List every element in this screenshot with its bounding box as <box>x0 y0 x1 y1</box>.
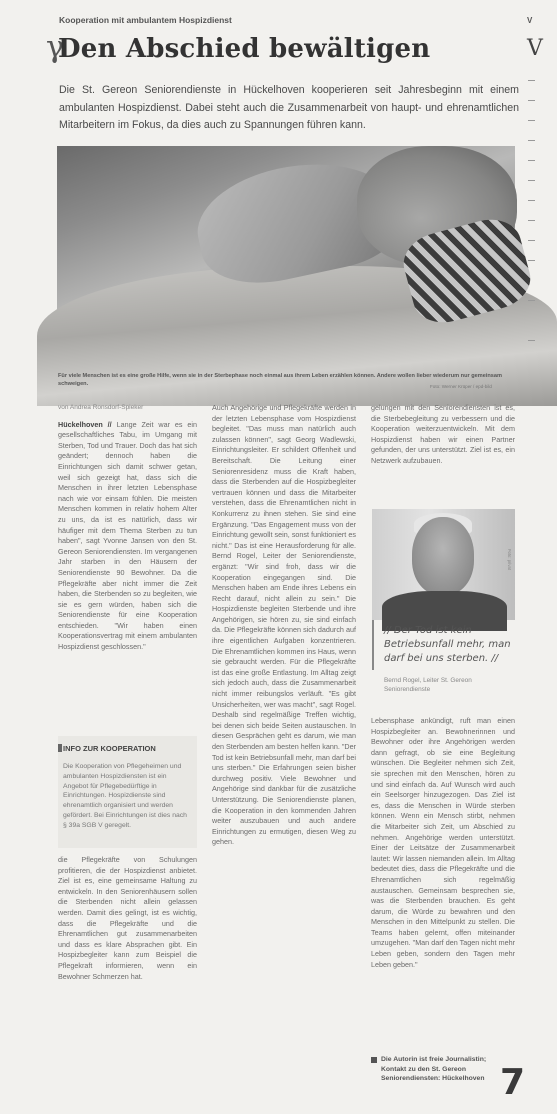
info-box <box>58 736 197 848</box>
author-note-text: Die Autorin ist freie Journalistin; Kontakt zu den St. Gereon Seniorendiensten: Hückelhoven <box>381 1056 487 1082</box>
next-article-text-line <box>528 340 535 341</box>
pull-quote: // Der Tod ist kein Betriebsunfall mehr, man darf bei uns sterben. // <box>384 625 511 664</box>
next-article-text-line <box>528 120 535 121</box>
author-note <box>371 1055 511 1084</box>
article-column-1 <box>58 403 197 723</box>
info-box-title: INFO ZUR KOOPERATION <box>63 744 156 753</box>
next-article-text-line <box>528 240 535 241</box>
photo-caption: Für viele Menschen ist es eine große Hilfe, wenn sie in der Sterbephase noch einmal aus ihrem Leben erzählen können. Andere wollen lieber wiederum nur gemeinsam schweigen. <box>58 373 502 387</box>
next-article-text-line <box>528 160 535 161</box>
info-box-text: Die Kooperation von Pflegeheimen und ambulanten Hospizdiensten ist ein Angebot für Pflegebedürftige in Einrichtungen. Hospizdienste sind ehrenamtlich organisiert und werden gefördert. Bei Einrichtungen ist dies nach § 39a SGB V geregelt. <box>63 763 187 829</box>
article-byline: von Andrea Ronsdorf-Spieker <box>58 404 144 411</box>
next-article-text-line <box>528 180 535 181</box>
next-article-text-line <box>528 80 535 81</box>
pull-quote-bar <box>372 620 374 670</box>
next-article-text-line <box>528 300 535 301</box>
pull-quote-author: Bernd Rogel, Leiter St. Gereon Seniorendienste <box>384 677 472 693</box>
next-article-headline: V <box>527 36 543 61</box>
next-article-text-line <box>528 260 535 261</box>
info-box-marker-icon <box>58 744 62 752</box>
author-note-marker-icon <box>371 1057 377 1063</box>
portrait-photo <box>372 509 515 620</box>
headline-ornament-icon: γ <box>46 30 64 65</box>
next-article-edge <box>527 0 543 1114</box>
next-article-text-line <box>528 200 535 201</box>
article-lead: Die St. Gereon Seniorendienste in Hückelhoven kooperieren seit Jahresbeginn mit einem ambulanten Hospizdienst. Dabei steht auch die Zusammenarbeit von haupt- und ehrenamtlichen Mitarbeitern im Fokus, da dies auch zu Spannungen führen kann. <box>59 84 519 131</box>
article-column-3: gelungen mit den Seniorendiensten ist es, die Sterbebegleitung zu verbessern und die Kooperation weiterzuentwickeln. Mit dem Hospizdienst haben wir einen Partner gefunden, der uns unterstützt. Ziel ist es, ein Netzwerk aufzubauen. <box>371 403 515 465</box>
article-photo <box>57 146 515 368</box>
column-1-text: Lange Zeit war es ein gesellschaftliches Tabu, im Umgang mit Sterben, Tod und Trauer. Doch das hat sich geändert; dennoch haben die Einrichtungen sich damit schwer getan, weil sich gezeigt hat, dass sich die Menschen in ihrer letzten Lebensphase nach wie vor einsam fühlen. Die meisten Menschen kommen in relativ hohem Alter zu uns, da ist es natürlich, dass wir häufiger mit dem Thema Sterben zu tun haben", sagt Yvonne Jansen von den St. Gereon Seniorendiensten. Im vergangenen Jahr starben in den Häusern der Seniorendienste 90 Bewohner. Da die Pflegekräfte aber nicht immer die Zeit haben, die Sterbenden so zu begleiten, wie sie es gern würden, haben sich die Seniorendienste für eine Kooperation entschieden. "Wir haben einen Kooperationsvertrag mit einem ambulanten Hospizdienst geschlossen." <box>58 419 197 652</box>
article-headline: Den Abschied bewältigen <box>58 34 431 64</box>
portrait-head <box>412 517 474 595</box>
article-dateline: Hückelhoven // <box>58 419 112 429</box>
article-kicker: Kooperation mit ambulantem Hospizdienst <box>59 15 232 25</box>
article-column-3-continued: Lebensphase ankündigt, ruft man einen Hospizbegleiter an. Bewohnerinnen und Bewohner oder ihre Angehörigen werden dann gefragt, ob sie eine Begleitung wünschen. Die Begleiter nehmen sich Zeit, sie sprechen mit den Menschen, hören zu und sind einfach da. Auf Wunsch wird auch ein Seelsorger hinzugezogen. Das Ziel ist es, dass die Menschen in Würde sterben können. Wenn ein Mensch stirbt, nehmen die Mitarbeiter sich Zeit, um Abschied zu nehmen. Angehörige werden unterstützt. Einer der Leitsätze der Zusammenarbeit lautet: Wir lassen niemanden allein. Im Alltag bedeutet dies, dass die Pflegekräfte und die Ehrenamtlichen sich regelmäßig austauschen. Gemeinsam besprechen sie, was die Sterbenden brauchen. Es geht darum, die Würde zu bewahren und den Menschen in den Mittelpunkt zu stellen. Die Teams haben gelernt, offen miteinander umzugehen. "Man darf den Tagen nicht mehr Leben geben, sondern den Tagen mehr Leben geben." <box>371 716 515 969</box>
next-article-kicker: V <box>527 16 533 25</box>
next-article-text-line <box>528 220 535 221</box>
article-column-1-continued: die Pflegekräfte von Schulungen profitieren, die der Hospizdienst anbietet. Ziel ist es, eine gemeinsame Haltung zu entwickeln. In den Seniorenhäusern sollen die Sterbenden nicht allein gelassen werden. Damit dies gelingt, ist es wichtig, dass die Pflegekräfte und die Ehrenamtlichen gut zusammenarbeiten und dass es klare Absprachen gibt. Ein Hospizbegleiter kann zum Beispiel die Pflegekraft informieren, wenn ein Bewohner Schmerzen hat. <box>58 855 197 981</box>
portrait-photo-credit: Foto: privat <box>507 549 512 570</box>
article-column-2: Auch Angehörige und Pflegekräfte werden in der letzten Lebensphase vom Hospizdienst begleitet. "Das muss man natürlich auch zulassen können", sagt Georg Wadlewski, Einrichtungsleiter. Er schildert Offenheit und Bereitschaft. Die Leitung einer Seniorenresidenz muss die Kraft haben, dass die Sterbenden auf die Hospizbegleiter vertrauen können und dass die Mitarbeiter verstehen, dass die Ehrenamtlichen nicht in Konkurrenz zu ihnen stehen. Sie sind eine Ergänzung. "Das Engagement muss von der Einrichtung gewollt sein, sonst funktioniert es nicht." Das ist eine Herausforderung für alle. Bernd Rogel, Leiter der Seniorendienste, ergänzt: "Wir sind froh, dass wir die Kooperation eingegangen sind. Die Menschen haben am Ende ihres Lebens ein Recht darauf, nicht allein zu sein." Die Hospizdienste begleiten Sterbende und ihre Angehörigen, sie hören zu, sie sind einfach da. Die Pflegekräfte können sich dadurch auf ihre eigentlichen Aufgaben konzentrieren. Die Ehrenamtlichen kommen ins Haus, wenn sie gebraucht werden. Für die Pflegekräfte ist das eine große Entlastung. Im Alltag zeigt sich jedoch auch, dass die Zusammenarbeit nicht immer reibungslos verläuft. "Es gibt Unsicherheiten, wer was macht", sagt Rogel. Deshalb sind regelmäßige Treffen wichtig, bei denen sich beide Seiten austauschen. In diesen Gesprächen geht es darum, wie man den Sterbenden am besten helfen kann. "Der Tod ist kein Betriebsunfall mehr, man darf bei uns sterben." Die Erfahrungen seien bisher durchweg positiv. Viele Bewohner und Angehörige sind dankbar für die zusätzliche Unterstützung. Die Seniorendienste planen, die Kooperation in den kommenden Jahren weiter auszubauen und auch andere Einrichtungen zu ermutigen, diesen Weg zu gehen. <box>212 403 357 847</box>
next-article-text-line <box>528 140 535 141</box>
photo-credit: Foto: Werner Krüper / epd-bild <box>430 384 492 389</box>
page-number: 7 <box>500 1062 526 1103</box>
next-article-text-line <box>528 100 535 101</box>
